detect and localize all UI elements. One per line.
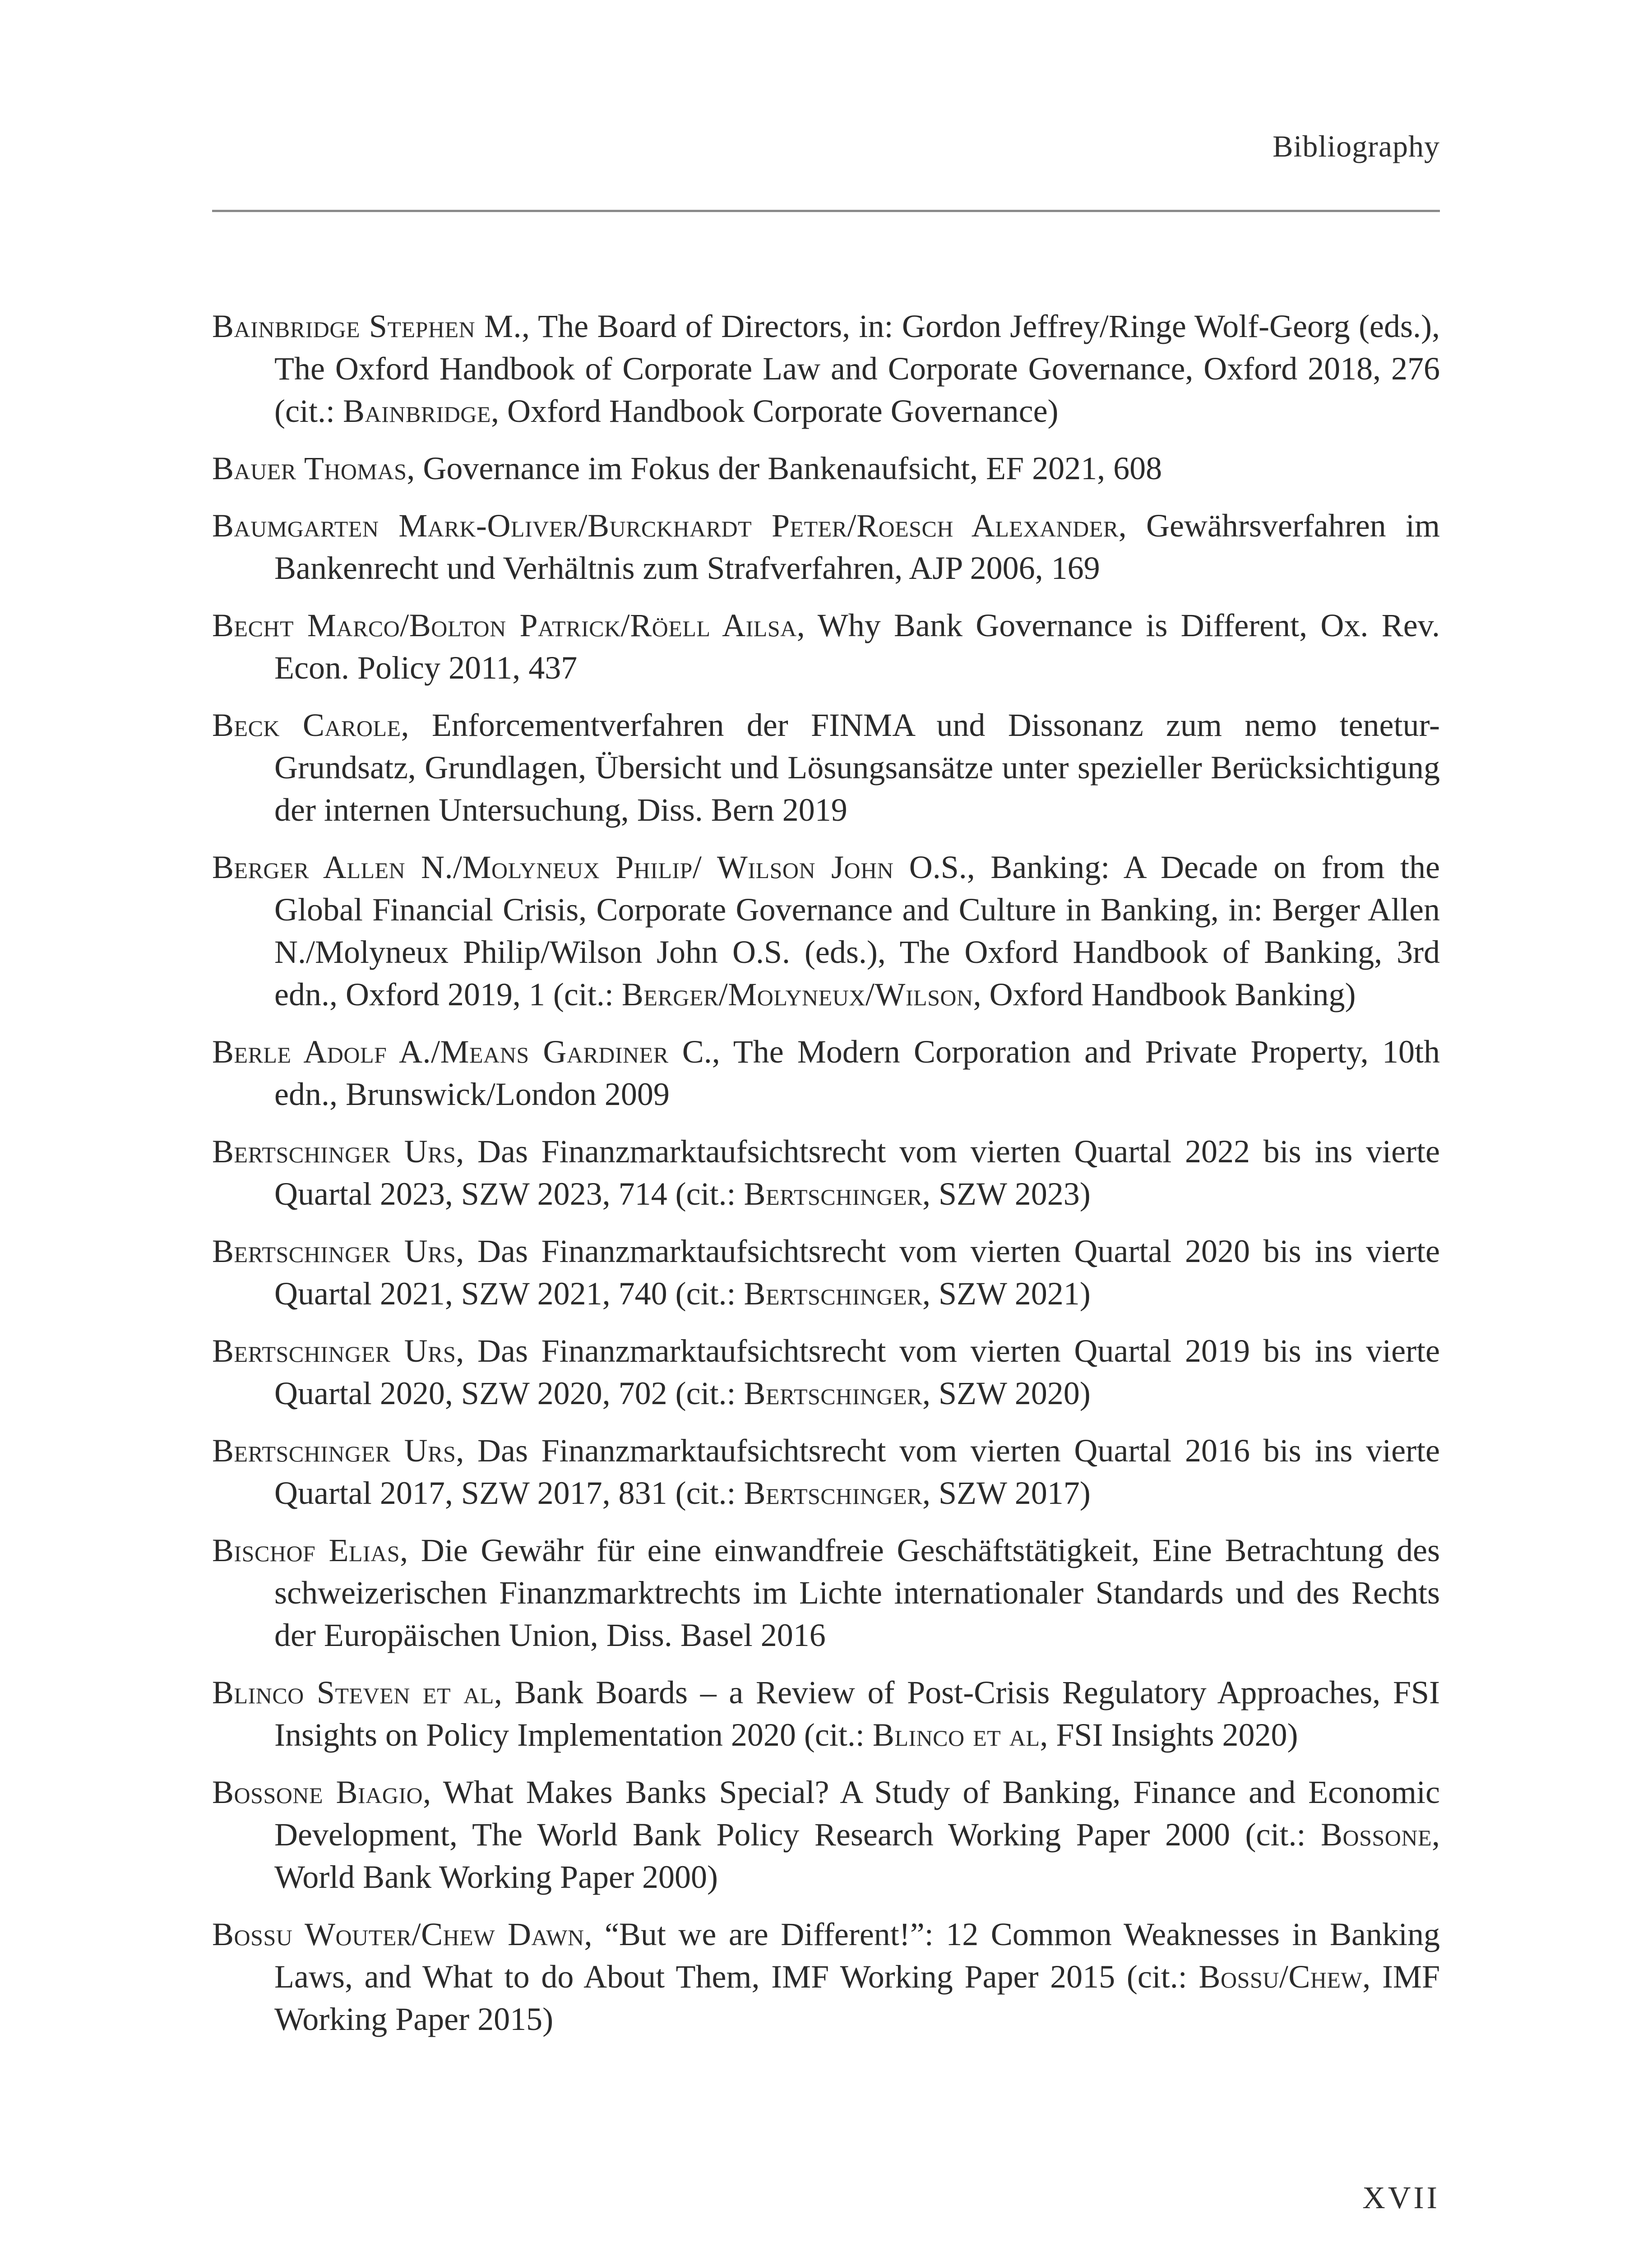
entry-text: O.S., Banking: A Decade on from the Global Financial Crisis, Corporate Governance and Culture in Banking, in: Berger Allen N./Molyneux Philip/Wilson John O.S. (eds.), The Oxford Handbook of Banking, 3rd edn., Oxford 2019, 1 (cit.: — [274, 849, 1440, 1012]
entry-text: , Das Finanzmarktaufsichtsrecht vom vierten Quartal 2016 bis ins vierte Quartal 2017, SZW 2017, 831 (cit.: — [274, 1433, 1440, 1511]
bibliography-entry — [212, 1529, 1440, 1656]
entry-cit-rest: , IMF Working Paper 2015) — [274, 1959, 1440, 2037]
entry-authors: Blinco Steven et al — [212, 1674, 494, 1710]
entry-cit-name: Blinco et al — [872, 1717, 1040, 1753]
entry-cit-name: Berger/Molyneux/Wilson — [621, 976, 973, 1012]
entry-authors: Bainbridge Stephen M. — [212, 308, 522, 344]
bibliography-entry — [212, 1330, 1440, 1415]
bibliography-entry — [212, 504, 1440, 589]
entry-authors: Bossone Biagio — [212, 1774, 423, 1810]
entry-authors: Berle Adolf A./Means Gardiner — [212, 1034, 669, 1070]
entry-cit-name: Bainbridge — [342, 393, 491, 429]
entry-cit-name: Bertschinger — [744, 1276, 923, 1312]
bibliography-entry — [212, 846, 1440, 1016]
bibliography-entry — [212, 1230, 1440, 1315]
bibliography-entry — [212, 1771, 1440, 1898]
entry-cit-rest: , FSI Insights 2020) — [1040, 1717, 1298, 1753]
entry-cit-rest: , Oxford Handbook Banking) — [973, 976, 1356, 1012]
bibliography-entry — [212, 604, 1440, 689]
running-header-title: Bibliography — [1273, 129, 1440, 163]
entry-authors: Bauer Thomas — [212, 450, 407, 486]
entry-authors: Bertschinger Urs — [212, 1433, 456, 1469]
bibliography-entry — [212, 1913, 1440, 2040]
entry-authors: Bossu Wouter/Chew Dawn — [212, 1916, 584, 1952]
entry-authors: Berger Allen N./Molyneux Philip/ Wilson John — [212, 849, 894, 885]
entry-cit-rest: , SZW 2023) — [922, 1176, 1091, 1212]
bibliography-entry — [212, 1429, 1440, 1514]
entry-cit-rest: , SZW 2017) — [922, 1475, 1091, 1511]
entry-authors: Beck Carole — [212, 707, 401, 743]
entry-text: , Das Finanzmarktaufsichtsrecht vom vierten Quartal 2022 bis ins vierte Quartal 2023, SZW 2023, 714 (cit.: — [274, 1133, 1440, 1212]
bibliography-entry — [212, 1031, 1440, 1115]
entry-cit-rest: , SZW 2020) — [922, 1375, 1091, 1411]
entry-text: , The Board of Directors, in: Gordon Jeffrey/Ringe Wolf-Georg (eds.), The Oxford Handbook of Corporate Law and Corporate Governance, Oxford 2018, 276 (cit.: — [274, 308, 1440, 429]
bibliography-entry — [212, 1671, 1440, 1756]
bibliography-entry — [212, 1130, 1440, 1215]
entry-cit-rest: , Oxford Handbook Corporate Governance) — [491, 393, 1059, 429]
entry-cit-name: Bossu/Chew — [1199, 1959, 1363, 1995]
bibliography-entry — [212, 305, 1440, 432]
entry-authors: Becht Marco/Bolton Patrick/Röell Ailsa — [212, 607, 797, 643]
entry-text: , Enforcementverfahren der FINMA und Dissonanz zum nemo tenetur-Grundsatz, Grundlagen, Übersicht und Lösungsansätze unter spezieller Berücksichtigung der internen Untersuchung, Diss. Bern 2019 — [274, 707, 1440, 828]
header-divider — [212, 210, 1440, 212]
entry-cit-rest: , SZW 2021) — [922, 1276, 1091, 1312]
entry-cit-name: Bossone — [1320, 1817, 1432, 1853]
entry-authors: Bertschinger Urs — [212, 1133, 456, 1170]
entry-text: , Gewährsverfahren im Bankenrecht und Verhältnis zum Strafverfahren, AJP 2006, 169 — [274, 508, 1440, 586]
entry-text: , Governance im Fokus der Bankenaufsicht, EF 2021, 608 — [407, 450, 1162, 486]
entry-text: , Die Gewähr für eine einwandfreie Geschäftstätigkeit, Eine Betrachtung des schweizerischen Finanzmarktrechts im Lichte internationaler Standards und des Rechts der Europäischen Union, Diss. Basel 2016 — [274, 1532, 1440, 1653]
bibliography-entry — [212, 704, 1440, 831]
entry-text: C., The Modern Corporation and Private Property, 10th edn., Brunswick/London 2009 — [274, 1034, 1440, 1112]
entry-cit-name: Bertschinger — [744, 1375, 923, 1411]
entry-text: , “But we are Different!”: 12 Common Weaknesses in Banking Laws, and What to do About Them, IMF Working Paper 2015 (cit.: — [274, 1916, 1440, 1995]
page-number: XVII — [1362, 2181, 1440, 2215]
entry-text: , Bank Boards – a Review of Post-Crisis Regulatory Approaches, FSI Insights on Policy Implementation 2020 (cit.: — [274, 1674, 1440, 1753]
entry-authors: Bischof Elias — [212, 1532, 400, 1568]
entry-authors: Bertschinger Urs — [212, 1333, 456, 1369]
entry-cit-name: Bertschinger — [744, 1176, 923, 1212]
entry-text: , Das Finanzmarktaufsichtsrecht vom vierten Quartal 2019 bis ins vierte Quartal 2020, SZW 2020, 702 (cit.: — [274, 1333, 1440, 1411]
entry-cit-rest: , World Bank Working Paper 2000) — [274, 1817, 1440, 1895]
bibliography-entry — [212, 447, 1440, 490]
entry-authors: Baumgarten Mark-Oliver/Burckhardt Peter/Roesch Alexander — [212, 508, 1119, 544]
entry-cit-name: Bertschinger — [744, 1475, 923, 1511]
entry-text: , Das Finanzmarktaufsichtsrecht vom vierten Quartal 2020 bis ins vierte Quartal 2021, SZW 2021, 740 (cit.: — [274, 1233, 1440, 1312]
entry-text: , Why Bank Governance is Different, Ox. Rev. Econ. Policy 2011, 437 — [274, 607, 1440, 686]
entry-text: , What Makes Banks Special? A Study of Banking, Finance and Economic Development, The World Bank Policy Research Working Paper 2000 (cit.: — [274, 1774, 1440, 1853]
entry-authors: Bertschinger Urs — [212, 1233, 456, 1269]
bibliography-list — [212, 305, 1440, 2055]
